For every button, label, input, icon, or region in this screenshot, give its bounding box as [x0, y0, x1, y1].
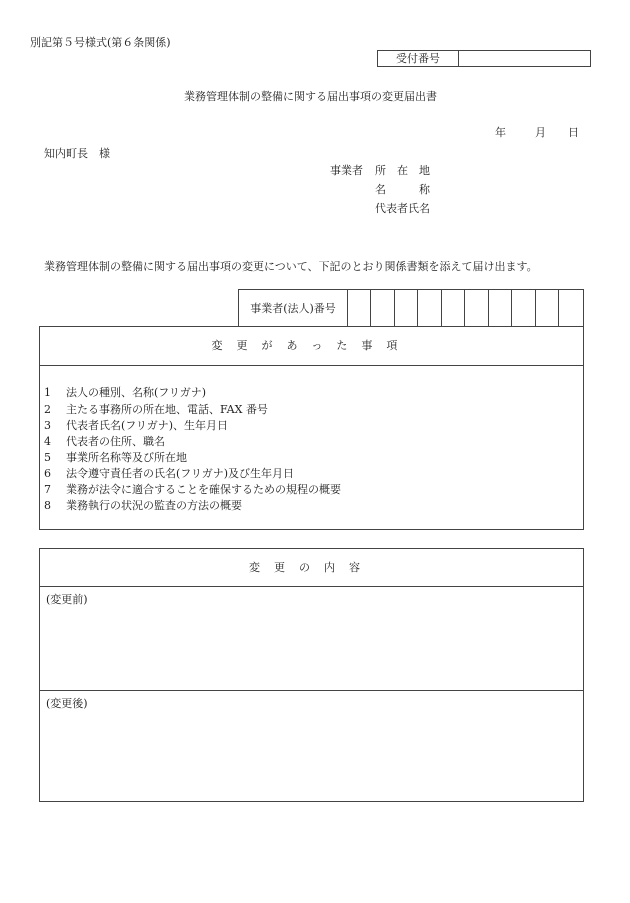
item-text: 業務執行の状況の監査の方法の概要 — [66, 499, 242, 512]
changed-item[interactable] — [44, 401, 268, 417]
item-text: 代表者氏名(フリガナ)、生年月日 — [66, 419, 229, 432]
item-number: 3 — [44, 419, 51, 432]
date-day-label: 日 — [568, 126, 579, 139]
receipt-number-label: 受付番号 — [396, 52, 440, 65]
item-text: 代表者の住所、職名 — [66, 435, 165, 448]
item-text: 事業所名称等及び所在地 — [66, 451, 187, 464]
changed-items-divider — [40, 365, 583, 366]
operator-digit-cell[interactable] — [371, 290, 393, 327]
operator-digit-cell[interactable] — [489, 290, 511, 327]
operator-digit-cell[interactable] — [395, 290, 417, 327]
name-label: 名 称 — [375, 183, 430, 196]
operator-digit-cell[interactable] — [536, 290, 558, 327]
item-number: 7 — [44, 483, 51, 496]
receipt-divider — [458, 51, 459, 66]
form-reference: 別記第５号様式(第６条関係) — [30, 36, 171, 49]
item-text: 法令遵守責任者の氏名(フリガナ)及び生年月日 — [66, 467, 295, 480]
operator-digit-cell[interactable] — [348, 290, 370, 327]
item-number: 5 — [44, 451, 51, 464]
changed-item[interactable] — [44, 449, 187, 465]
receipt-number-box — [377, 50, 591, 67]
item-number: 2 — [44, 403, 51, 416]
operator-number-row — [238, 289, 584, 326]
before-change-label: (変更前) — [46, 593, 88, 606]
receipt-number-field[interactable] — [462, 51, 586, 66]
item-text: 法人の種別、名称(フリガナ) — [66, 386, 207, 399]
before-after-divider — [40, 690, 583, 691]
item-number: 4 — [44, 435, 51, 448]
item-text: 主たる事務所の所在地、電話、FAX 番号 — [66, 403, 268, 416]
page-title: 業務管理体制の整備に関する届出事項の変更届出書 — [184, 90, 437, 103]
before-change-field[interactable] — [40, 605, 583, 689]
changed-item[interactable] — [44, 433, 165, 449]
item-number: 6 — [44, 467, 51, 480]
statement-text: 業務管理体制の整備に関する届出事項の変更について、下記のとおり関係書類を添えて届け出ます。 — [44, 260, 538, 273]
changed-item[interactable] — [44, 497, 242, 513]
changed-item[interactable] — [44, 384, 206, 400]
address-label: 所 在 地 — [375, 164, 430, 177]
change-content-divider — [40, 586, 583, 587]
changed-item[interactable] — [44, 465, 294, 481]
business-operator-label: 事業者 — [330, 164, 363, 177]
operator-number-label: 事業者(法人)番号 — [250, 302, 336, 315]
date-month-label: 月 — [535, 126, 546, 139]
operator-digit-cell[interactable] — [442, 290, 464, 327]
operator-digit-cell[interactable] — [418, 290, 440, 327]
after-change-label: (変更後) — [46, 697, 88, 710]
item-number: 1 — [44, 386, 51, 399]
operator-digit-cell[interactable] — [465, 290, 487, 327]
operator-digit-cell[interactable] — [512, 290, 534, 327]
item-number: 8 — [44, 499, 51, 512]
change-content-header: 変更の内容 — [249, 561, 374, 574]
date-year-label: 年 — [495, 126, 506, 139]
changed-item[interactable] — [44, 417, 228, 433]
changed-item[interactable] — [44, 481, 341, 497]
change-content-table — [39, 548, 584, 802]
representative-label: 代表者氏名 — [375, 202, 430, 215]
operator-digit-cell[interactable] — [559, 290, 583, 327]
changed-items-header: 変更があった事項 — [211, 339, 412, 352]
after-change-field[interactable] — [40, 709, 583, 799]
item-text: 業務が法令に適合することを確保するための規程の概要 — [66, 483, 341, 496]
addressee: 知内町長 様 — [44, 147, 110, 160]
